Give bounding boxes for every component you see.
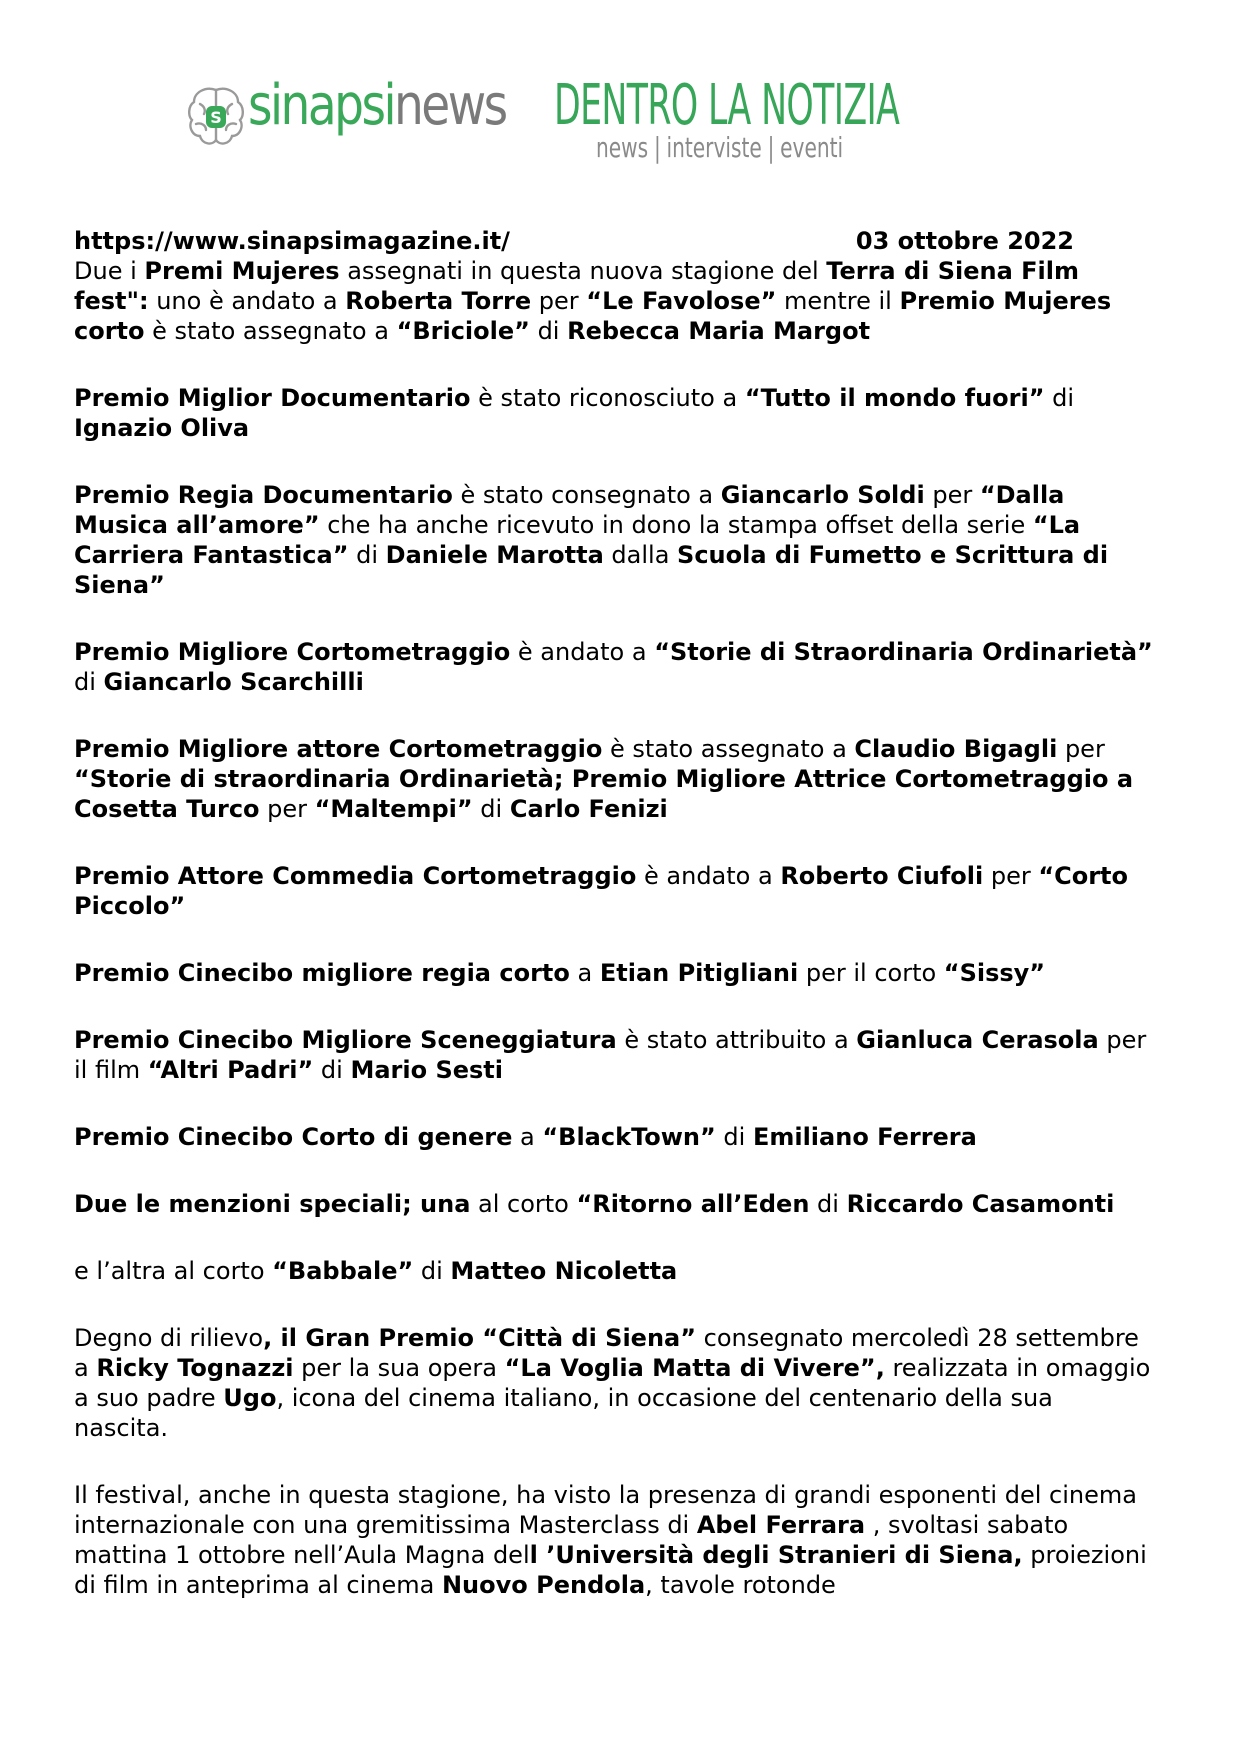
tagline: DENTRO LA NOTIZIA bbox=[554, 73, 900, 138]
paragraph-menzione-babbale bbox=[74, 1256, 1154, 1286]
bold-text: Scuola di Fumetto e Scrittura di Siena” bbox=[74, 541, 1109, 599]
bold-text: Premio Attore Commedia Cortometraggio bbox=[74, 862, 637, 890]
bold-text: “La Carriera Fantastica” bbox=[74, 511, 1081, 569]
text: per bbox=[983, 862, 1039, 890]
text: Degno di rilievo bbox=[74, 1324, 264, 1352]
text: dalla bbox=[603, 541, 678, 569]
bold-text: “Tutto il mondo fuori” bbox=[744, 384, 1045, 412]
text: uno è andato a bbox=[148, 287, 346, 315]
bold-text: Ignazio Oliva bbox=[74, 414, 250, 442]
bold-text: Carlo Fenizi bbox=[509, 795, 668, 823]
bold-text: “Le Favolose” bbox=[586, 287, 777, 315]
text: a bbox=[569, 959, 600, 987]
bold-text: Daniele Marotta bbox=[385, 541, 604, 569]
text: è stato assegnato a bbox=[144, 317, 397, 345]
separator: | bbox=[653, 131, 661, 164]
bold-text: Giancarlo Soldi bbox=[720, 481, 925, 509]
brand-part-1: sinapsi bbox=[248, 73, 395, 138]
text: per il film bbox=[74, 1026, 1147, 1084]
bold-text: Roberto Ciufoli bbox=[780, 862, 984, 890]
text: Il festival, anche in questa stagione, ha visto la presenza di grandi esponenti del cinema internazionale con una gremitissima Masterclass di bbox=[74, 1481, 1137, 1539]
bold-text: Nuovo Pendola bbox=[441, 1571, 646, 1599]
text: di bbox=[74, 668, 104, 696]
article bbox=[74, 226, 1154, 1637]
text: a bbox=[512, 1123, 543, 1151]
text: per il corto bbox=[798, 959, 944, 987]
bold-text: Emiliano Ferrera bbox=[752, 1123, 977, 1151]
paragraph-migliore-attore bbox=[74, 734, 1154, 824]
text: è stato consegnato a bbox=[452, 481, 721, 509]
brand-logo-text bbox=[248, 73, 506, 138]
text: che ha anche ricevuto in dono la stampa offset della serie bbox=[319, 511, 1033, 539]
text: è stato riconosciuto a bbox=[470, 384, 745, 412]
bold-text: Premio Migliore attore Cortometraggio bbox=[74, 735, 603, 763]
text: , icona del cinema italiano, in occasione del centenario della sua nascita. bbox=[74, 1384, 1053, 1442]
text: realizzata in omaggio a suo padre bbox=[74, 1354, 1151, 1412]
bold-text: Premio Cinecibo Migliore Sceneggiatura bbox=[74, 1026, 617, 1054]
bold-text: Claudio Bigagli bbox=[854, 735, 1058, 763]
paragraph-gran-premio bbox=[74, 1323, 1154, 1443]
text: di bbox=[313, 1056, 351, 1084]
text: di bbox=[348, 541, 386, 569]
text: è andato a bbox=[510, 638, 655, 666]
separator: | bbox=[767, 131, 775, 164]
text: è stato assegnato a bbox=[602, 735, 855, 763]
text: è andato a bbox=[636, 862, 781, 890]
text: mentre il bbox=[776, 287, 900, 315]
paragraph-festival bbox=[74, 1480, 1154, 1600]
bold-text: Premio Cinecibo migliore regia corto bbox=[74, 959, 570, 987]
paragraph-migliore-cortometraggio bbox=[74, 637, 1154, 697]
paragraph-miglior-documentario bbox=[74, 383, 1154, 443]
text: è stato attribuito a bbox=[616, 1026, 857, 1054]
article-meta bbox=[74, 226, 1074, 256]
bold-text: Matteo Nicoletta bbox=[450, 1257, 678, 1285]
text: per bbox=[924, 481, 980, 509]
text: di bbox=[413, 1257, 451, 1285]
text: di bbox=[529, 317, 568, 345]
bold-text: Riccardo Casamonti bbox=[846, 1190, 1115, 1218]
bold-text: “Babbale” bbox=[272, 1257, 414, 1285]
bold-text: “Maltempi” bbox=[314, 795, 473, 823]
paragraph-cinecibo-regia bbox=[74, 958, 1154, 988]
paragraph-cinecibo-genere bbox=[74, 1122, 1154, 1152]
text: di bbox=[715, 1123, 753, 1151]
text: consegnato mercoledì 28 settembre a bbox=[74, 1324, 1139, 1382]
paragraph-menzioni-speciali bbox=[74, 1189, 1154, 1219]
text: di bbox=[472, 795, 510, 823]
text: per bbox=[531, 287, 587, 315]
masthead bbox=[186, 73, 906, 168]
bold-text: Ugo bbox=[223, 1384, 277, 1412]
text: , tavole rotonde bbox=[645, 1571, 836, 1599]
subtag-news: news bbox=[596, 131, 649, 164]
bold-text: Premio Regia Documentario bbox=[74, 481, 453, 509]
bold-text: “Altri Padri” bbox=[147, 1056, 314, 1084]
svg-text:S: S bbox=[210, 108, 222, 127]
paragraph-cinecibo-sceneggiatura bbox=[74, 1025, 1154, 1085]
bold-text: “Ritorno all’Eden bbox=[576, 1190, 810, 1218]
subtag-eventi: eventi bbox=[780, 131, 844, 164]
text: per bbox=[259, 795, 315, 823]
subtag-interviste: interviste bbox=[666, 131, 762, 164]
bold-text: Ricky Tognazzi bbox=[96, 1354, 294, 1382]
bold-text: “Storie di straordinaria Ordinarietà; Premio Migliore Attrice Cortometraggio a Cosetta Turco bbox=[74, 765, 1134, 823]
text: per bbox=[1057, 735, 1105, 763]
bold-text: “Corto Piccolo” bbox=[74, 862, 1129, 920]
bold-text: l ’Università degli Stranieri di Siena, bbox=[529, 1541, 1023, 1569]
text: , svoltasi sabato mattina 1 ottobre nell’Aula Magna del bbox=[74, 1511, 1069, 1569]
bold-text: Etian Pitigliani bbox=[599, 959, 799, 987]
bold-text: Mario Sesti bbox=[350, 1056, 503, 1084]
subtagline bbox=[596, 131, 844, 164]
text: Due i bbox=[74, 257, 145, 285]
text: di bbox=[1044, 384, 1075, 412]
source-url: https://www.sinapsimagazine.it/ bbox=[74, 227, 510, 255]
article-date: 03 ottobre 2022 bbox=[855, 227, 1074, 255]
bold-text: Due le menzioni speciali; una bbox=[74, 1190, 471, 1218]
bold-text: , il Gran Premio “Città di Siena” bbox=[263, 1324, 697, 1352]
bold-text: Premi Mujeres bbox=[144, 257, 340, 285]
bold-text: “La Voglia Matta di Vivere”, bbox=[504, 1354, 885, 1382]
bold-text: Giancarlo Scarchilli bbox=[103, 668, 364, 696]
paragraph-regia-documentario bbox=[74, 480, 1154, 600]
text: proiezioni di film in anteprima al cinema bbox=[74, 1541, 1147, 1599]
brand-part-2: news bbox=[394, 73, 506, 138]
text: per la sua opera bbox=[293, 1354, 505, 1382]
bold-text: Premio Mujeres corto bbox=[74, 287, 1112, 345]
text: al corto bbox=[470, 1190, 577, 1218]
bold-text: “Sissy” bbox=[943, 959, 1046, 987]
bold-text: Terra di Siena Film fest": bbox=[74, 257, 1079, 315]
paragraph-attore-commedia bbox=[74, 861, 1154, 921]
text: di bbox=[809, 1190, 847, 1218]
bold-text: Premio Cinecibo Corto di genere bbox=[74, 1123, 513, 1151]
bold-text: Roberta Torre bbox=[345, 287, 532, 315]
bold-text: Gianluca Cerasola bbox=[856, 1026, 1099, 1054]
bold-text: Rebecca Maria Margot bbox=[567, 317, 871, 345]
bold-text: “Briciole” bbox=[396, 317, 530, 345]
text: e l’altra al corto bbox=[74, 1257, 273, 1285]
bold-text: Premio Miglior Documentario bbox=[74, 384, 471, 412]
bold-text: “Dalla Musica all’amore” bbox=[74, 481, 1065, 539]
paragraph-premi-mujeres bbox=[74, 256, 1154, 346]
bold-text: Premio Migliore Cortometraggio bbox=[74, 638, 511, 666]
brain-icon bbox=[186, 84, 246, 150]
text: assegnati in questa nuova stagione del bbox=[339, 257, 827, 285]
bold-text: Abel Ferrara bbox=[696, 1511, 866, 1539]
bold-text: “BlackTown” bbox=[542, 1123, 716, 1151]
bold-text: “Storie di Straordinaria Ordinarietà” bbox=[654, 638, 1153, 666]
